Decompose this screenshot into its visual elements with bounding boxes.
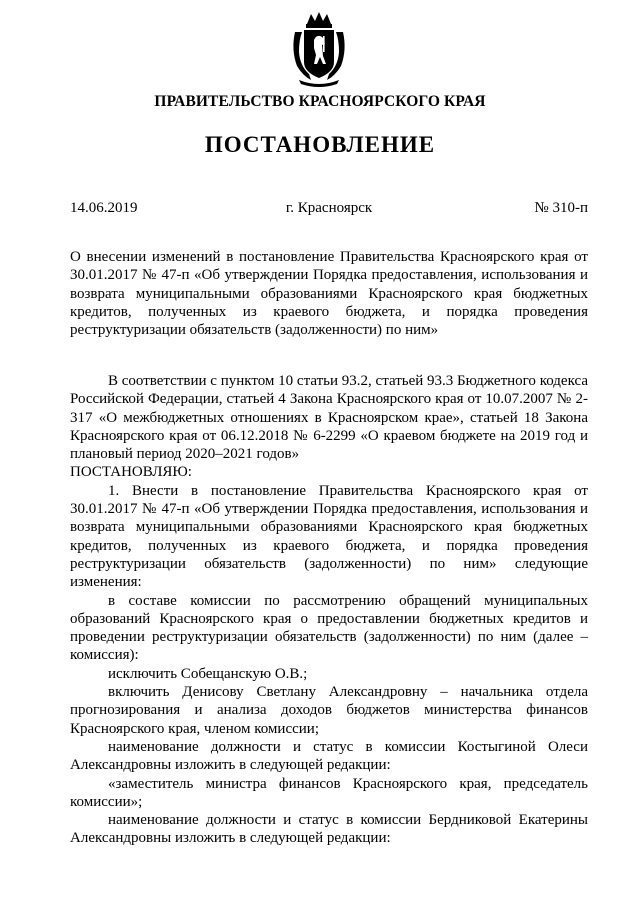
document-date: 14.06.2019 [70,200,138,216]
krasnoyarsk-coat-of-arms-icon [289,10,349,88]
body-paragraph: исключить Собещанскую О.В.; [108,665,308,682]
body-paragraph: 1. Внести в постановление Правительства Красноярского края от 30.01.2017 № 47-п «Об утверждении Порядка предоставления, использования и возврата муниципальными образованиями Красноярского края бюджетных кредитов, полученных из краевого бюджета, и порядка проведения реструктуризации обязательств (задолженности) по ним» следующие изменения: [70,482,588,591]
body-paragraph: «заместитель министра финансов Красноярского края, председатель комиссии»; [70,775,588,810]
preamble-paragraph: В соответствии с пунктом 10 статьи 93.2, статьей 93.3 Бюджетного кодекса Российской Федерации, статьей 4 Закона Красноярского края от 10.07.2007 № 2-317 «О межбюджетных отношениях в Красноярском крае», статьей 18 Закона Красноярского края от 06.12.2018 № 6-2299 «О краевом бюджете на 2019 год и плановый период 2020–2021 годов» [70,373,588,463]
body-paragraph: наименование должности и статус в комиссии Бердниковой Екатерины Александровны изложить в следующей редакции: [70,812,588,847]
document-body [70,372,588,848]
body-paragraph: наименование должности и статус в комиссии Костыгиной Олеси Александровны изложить в следующей редакции: [70,738,588,774]
resolve-keyword: ПОСТАНОВЛЯЮ: [70,464,192,481]
document-number: № 310-п [534,200,588,216]
document-title: О внесении изменений в постановление Правительства Красноярского края от 30.01.2017 № 47-п «Об утверждении Порядка предоставления, использования и возврата муниципальными образованиями Красноярского края бюджетных кредитов, полученных из краевого бюджета, и порядка проведения реструктуризации обязательств (задолженности) по ним» [70,249,588,339]
body-paragraph: в составе комиссии по рассмотрению обращений муниципальных образований Красноярского края о предоставлении бюджетных кредитов и проведении реструктуризации обязательств (задолженности) по ним (далее – комиссия): [70,592,588,664]
document-meta-row [70,200,588,218]
document-city: г. Красноярск [285,200,373,216]
government-name: ПРАВИТЕЛЬСТВО КРАСНОЯРСКОГО КРАЯ [154,93,486,110]
document-type-heading: ПОСТАНОВЛЕНИЕ [204,132,436,157]
body-paragraph: включить Денисову Светлану Александровну – начальника отдела прогнозирования и анализа доходов бюджетов министерства финансов Красноярского края, членом комиссии; [70,684,588,737]
